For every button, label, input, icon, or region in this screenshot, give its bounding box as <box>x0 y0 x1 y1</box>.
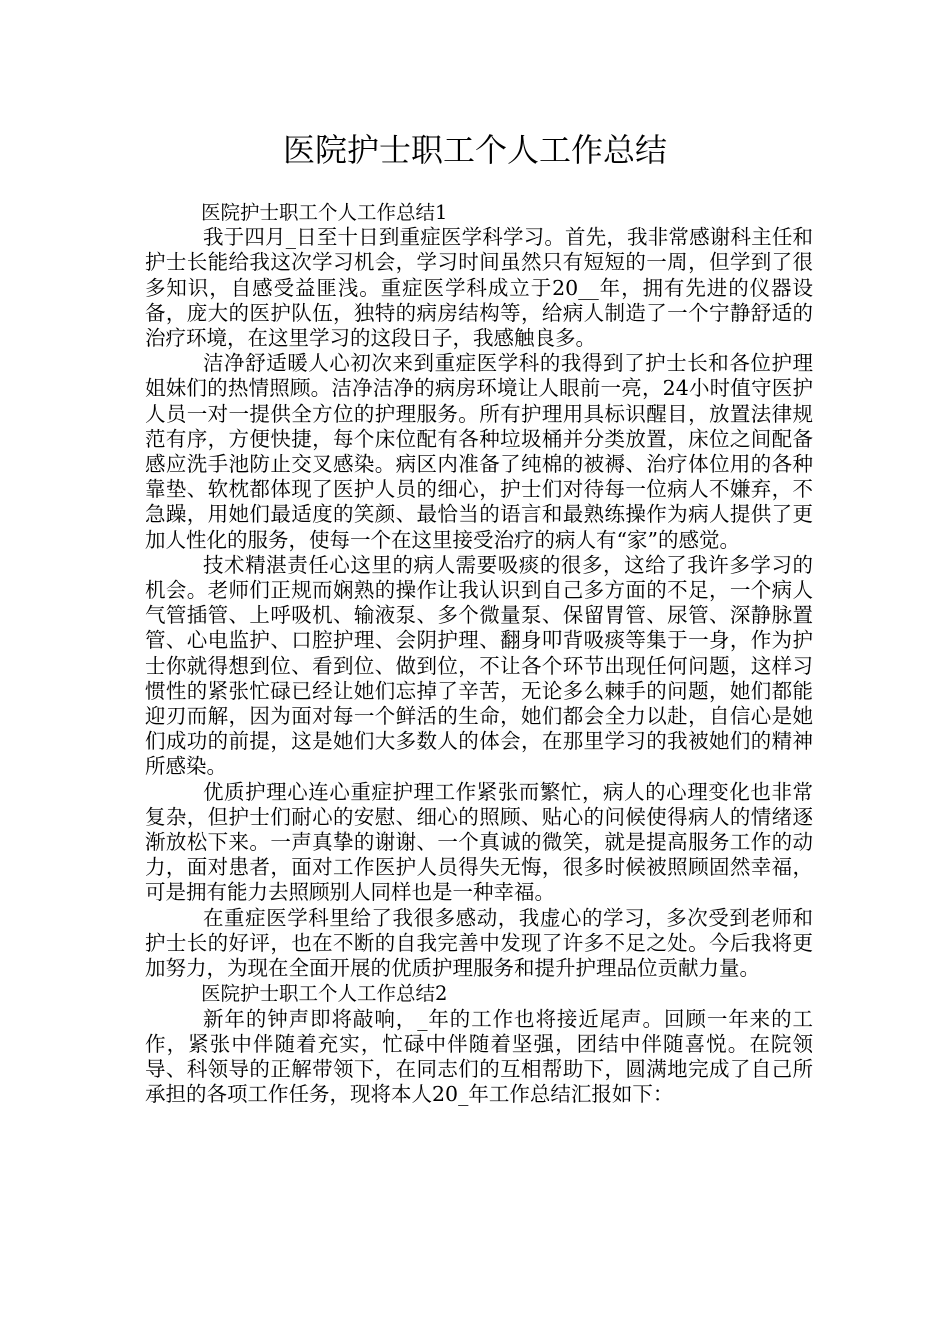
paragraph: 我于四月_日至十日到重症医学科学习。首先，我非常感谢科主任和护士长能给我这次学习机会，学习时间虽然只有短短的一周，但学到了很多知识，自感受益匪浅。重症医学科成立于20__年，拥有先进的仪器设备，庞大的医护队伍，独特的病房结构等，给病人制造了一个宁静舒适的治疗环境，在这里学习的这段日子，我感触良多。 <box>145 225 813 351</box>
paragraph: 洁净舒适暖人心初次来到重症医学科的我得到了护士长和各位护理姐妹们的热情照顾。洁净洁净的病房环境让人眼前一亮，24小时值守医护人员一对一提供全方位的护理服务。所有护理用具标识醒目，放置法律规范有序，方便快捷，每个床位配有各种垃圾桶并分类放置，床位之间配备感应洗手池防止交叉感染。病区内准备了纯棉的被褥、治疗体位用的各种靠垫、软枕都体现了医护人员的细心，护士们对待每一位病人不嫌弃，不急躁，用她们最适度的笑颜、最恰当的语言和最熟练操作为病人提供了更加人性化的服务，使每一个在这里接受治疗的病人有“家”的感觉。 <box>145 351 813 552</box>
section-heading-2: 医院护士职工个人工作总结2 <box>201 982 448 1006</box>
document-body <box>145 200 813 1107</box>
paragraph: 优质护理心连心重症护理工作紧张而繁忙，病人的心理变化也非常复杂，但护士们耐心的安慰、细心的照顾、贴心的问候使得病人的情绪逐渐放松下来。一声真挚的谢谢、一个真诚的微笑，就是提高服务工作的动力，面对患者，面对工作医护人员得失无悔，很多时候被照顾固然幸福，可是拥有能力去照顾别人同样也是一种幸福。 <box>145 779 813 905</box>
paragraph: 新年的钟声即将敲响，_年的工作也将接近尾声。回顾一年来的工作，紧张中伴随着充实，忙碌中伴随着坚强，团结中伴随喜悦。在院领导、科领导的正解带领下，在同志们的互相帮助下，圆满地完成了自己所承担的各项工作任务，现将本人20_年工作总结汇报如下： <box>145 1006 813 1107</box>
paragraph: 在重症医学科里给了我很多感动，我虚心的学习，多次受到老师和护士长的好评，也在不断的自我完善中发现了许多不足之处。今后我将更加努力，为现在全面开展的优质护理服务和提升护理品位贡献力量。 <box>145 905 813 981</box>
section-heading-1: 医院护士职工个人工作总结1 <box>201 201 448 224</box>
document-title: 医院护士职工个人工作总结 <box>282 131 667 169</box>
paragraph: 技术精湛责任心这里的病人需要吸痰的很多，这给了我许多学习的机会。老师们正规而娴熟的操作让我认识到自己多方面的不足，一个病人气管插管、上呼吸机、输液泵、多个微量泵、保留胃管、尿管、深静脉置管、心电监护、口腔护理、会阴护理、翻身叩背吸痰等集于一身，作为护士你就得想到位、看到位、做到位，不让各个环节出现任何问题，这样习惯性的紧张忙碌已经让她们忘掉了辛苦，无论多么棘手的问题，她们都能迎刃而解，因为面对每一个鲜活的生命，她们都会全力以赴，自信心是她们成功的前提，这是她们大多数人的体会，在那里学习的我被她们的精神所感染。 <box>145 552 813 779</box>
